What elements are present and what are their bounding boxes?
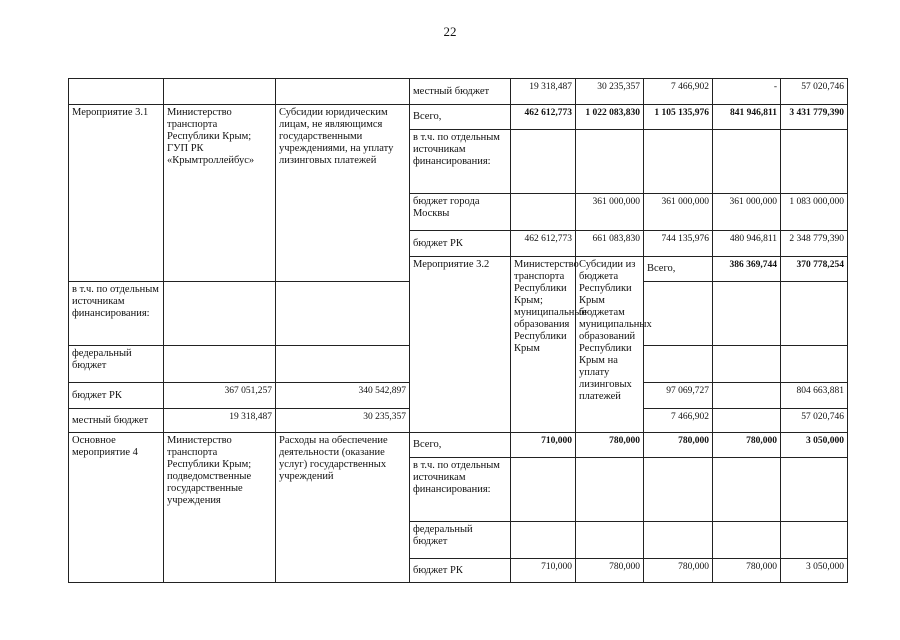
year-value-cell: 841 946,811 (713, 105, 781, 130)
description-cell: Расходы на обеспечение деятельности (оказание услуг) государственных учреждений (276, 433, 410, 583)
funding-source-cell: Всего, (410, 105, 511, 130)
year-value-cell: 780,000 (713, 559, 781, 583)
budget-table (68, 78, 848, 583)
empty-cell (276, 79, 410, 105)
year-value-cell: 780,000 (713, 433, 781, 458)
total-value-cell (781, 458, 848, 522)
year-value-cell (164, 346, 276, 383)
total-value-cell: 57 020,746 (781, 409, 848, 433)
year-value-cell: 710,000 (511, 559, 576, 583)
year-value-cell (644, 282, 713, 346)
year-value-cell (713, 522, 781, 559)
year-value-cell (276, 346, 410, 383)
executor-cell: Министерство транспорта Республики Крым; подведомственные государственные учреждения (164, 433, 276, 583)
year-value-cell (511, 194, 576, 231)
table-row (69, 433, 848, 458)
funding-source-cell: федеральный бюджет (69, 346, 164, 383)
description-cell: Субсидии из бюджета Республики Крым бюджетам муниципальных образований Республики Крым на уплату лизинговых платежей (576, 257, 644, 433)
year-value-cell: 7 466,902 (644, 409, 713, 433)
year-value-cell: 97 069,727 (644, 383, 713, 409)
total-value-cell (781, 346, 848, 383)
year-value-cell (576, 130, 644, 194)
total-value-cell: 57 020,746 (781, 79, 848, 105)
year-value-cell: 462 612,773 (511, 105, 576, 130)
year-value-cell (511, 130, 576, 194)
funding-source-cell: в т.ч. по отдельным источникам финансирования: (69, 282, 164, 346)
total-value-cell (781, 522, 848, 559)
funding-source-cell: бюджет города Москвы (410, 194, 511, 231)
year-value-cell: 30 235,357 (276, 409, 410, 433)
year-value-cell: 367 051,257 (164, 383, 276, 409)
funding-source-cell: в т.ч. по отдельным источникам финансирования: (410, 458, 511, 522)
year-value-cell: 780,000 (576, 559, 644, 583)
total-value-cell: 1 083 000,000 (781, 194, 848, 231)
funding-source-cell: бюджет РК (410, 231, 511, 257)
total-value-cell: 3 050,000 (781, 433, 848, 458)
total-value-cell: 3 431 779,390 (781, 105, 848, 130)
funding-source-cell: бюджет РК (410, 559, 511, 583)
funding-source-cell: федеральный бюджет (410, 522, 511, 559)
total-value-cell (781, 130, 848, 194)
year-value-cell: 30 235,357 (576, 79, 644, 105)
funding-source-cell: местный бюджет (69, 409, 164, 433)
year-value-cell (644, 522, 713, 559)
year-value-cell: 710,000 (511, 433, 576, 458)
funding-source-cell: в т.ч. по отдельным источникам финансирования: (410, 130, 511, 194)
year-value-cell: 780,000 (576, 433, 644, 458)
year-value-cell (644, 458, 713, 522)
year-value-cell (164, 282, 276, 346)
year-value-cell: 7 466,902 (644, 79, 713, 105)
funding-source-cell: местный бюджет (410, 79, 511, 105)
year-value-cell: 780,000 (644, 559, 713, 583)
empty-cell (69, 79, 164, 105)
year-value-cell (713, 346, 781, 383)
year-value-cell (276, 282, 410, 346)
event-cell: Основное мероприятие 4 (69, 433, 164, 583)
event-cell: Мероприятие 3.1 (69, 105, 164, 282)
year-value-cell: 661 083,830 (576, 231, 644, 257)
year-value-cell (576, 458, 644, 522)
total-value-cell: 804 663,881 (781, 383, 848, 409)
year-value-cell (713, 458, 781, 522)
executor-cell: Министерство транспорта Республики Крым; муниципальные образования Республики Крым (511, 257, 576, 433)
year-value-cell (713, 130, 781, 194)
year-value-cell: 19 318,487 (164, 409, 276, 433)
funding-source-cell: бюджет РК (69, 383, 164, 409)
year-value-cell (713, 282, 781, 346)
year-value-cell (644, 130, 713, 194)
year-value-cell: 370 778,254 (781, 257, 848, 282)
total-value-cell: 3 050,000 (781, 559, 848, 583)
year-value-cell (713, 383, 781, 409)
year-value-cell: 386 369,744 (713, 257, 781, 282)
empty-cell (164, 79, 276, 105)
funding-source-cell: Всего, (644, 257, 713, 282)
event-cell: Мероприятие 3.2 (410, 257, 511, 433)
year-value-cell (576, 522, 644, 559)
year-value-cell: 1 022 083,830 (576, 105, 644, 130)
description-cell: Субсидии юридическим лицам, не являющимся государственными учреждениями, на уплату лизинговых платежей (276, 105, 410, 282)
year-value-cell (713, 409, 781, 433)
year-value-cell: 462 612,773 (511, 231, 576, 257)
year-value-cell: 1 105 135,976 (644, 105, 713, 130)
year-value-cell: 361 000,000 (576, 194, 644, 231)
funding-source-cell: Всего, (410, 433, 511, 458)
total-value-cell: 2 348 779,390 (781, 231, 848, 257)
year-value-cell: - (713, 79, 781, 105)
table-row (69, 105, 848, 130)
total-value-cell (781, 282, 848, 346)
year-value-cell: 480 946,811 (713, 231, 781, 257)
year-value-cell: 361 000,000 (713, 194, 781, 231)
year-value-cell: 780,000 (644, 433, 713, 458)
year-value-cell (644, 346, 713, 383)
year-value-cell: 361 000,000 (644, 194, 713, 231)
table-row (69, 79, 848, 105)
executor-cell: Министерство транспорта Республики Крым; ГУП РК «Крымтроллейбус» (164, 105, 276, 282)
year-value-cell: 744 135,976 (644, 231, 713, 257)
page-number: 22 (443, 24, 457, 39)
year-value-cell: 19 318,487 (511, 79, 576, 105)
year-value-cell (511, 522, 576, 559)
year-value-cell: 340 542,897 (276, 383, 410, 409)
year-value-cell (511, 458, 576, 522)
